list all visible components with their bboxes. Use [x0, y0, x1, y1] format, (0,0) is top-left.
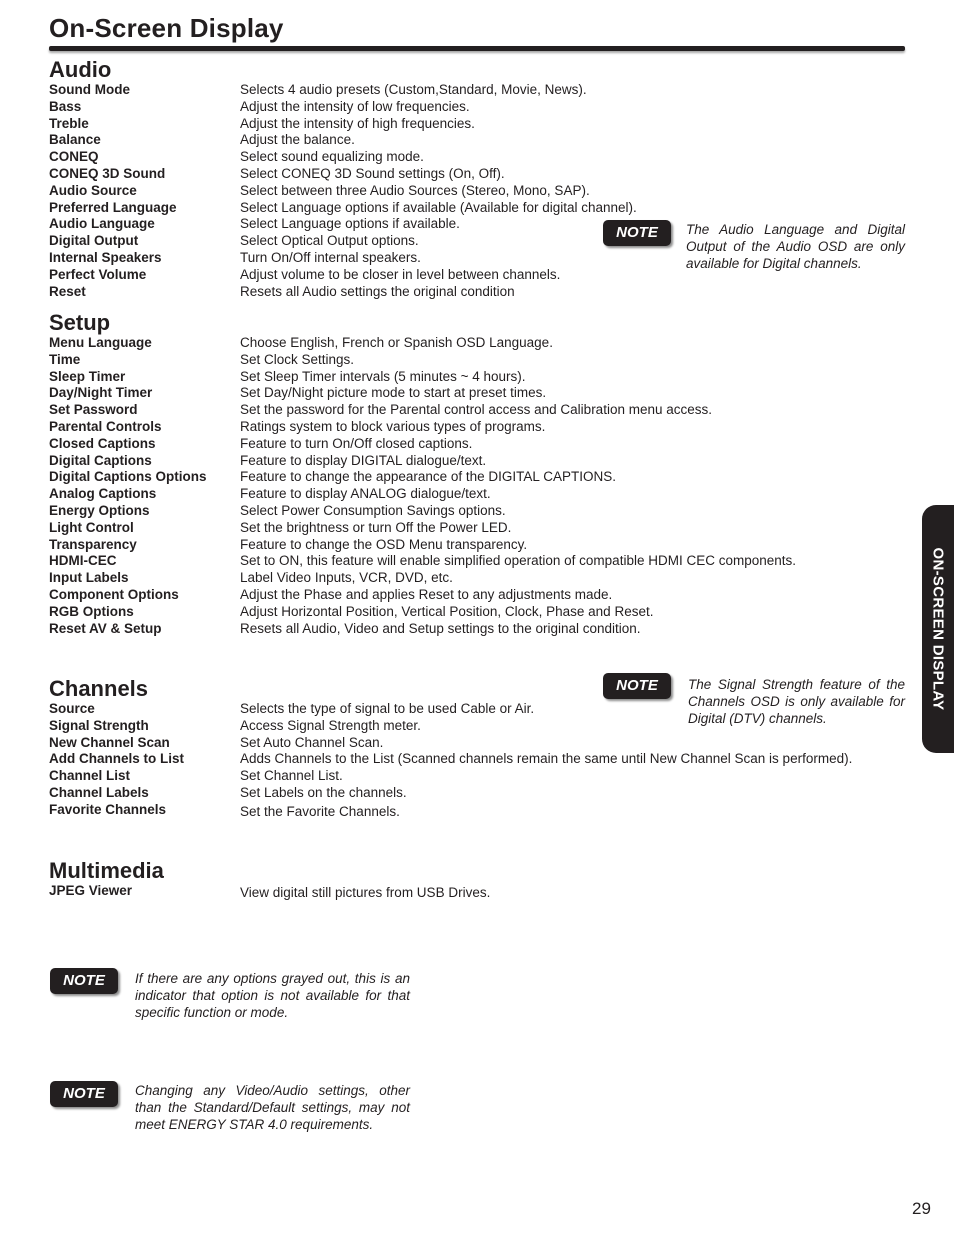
- item-term: Digital Captions: [49, 452, 152, 468]
- setup-heading: Setup: [49, 310, 111, 335]
- item-term: Bass: [49, 98, 82, 114]
- item-term: Treble: [49, 115, 89, 131]
- item-term: Analog Captions: [49, 486, 157, 502]
- item-desc: Feature to display ANALOG dialogue/text.: [240, 486, 491, 502]
- item-desc: Set Clock Settings.: [240, 351, 355, 367]
- item-term: Set Password: [49, 402, 138, 418]
- multimedia-heading: Multimedia: [49, 858, 164, 883]
- item-desc: Adjust volume to be closer in level between channels.: [240, 266, 561, 282]
- item-term: Channel List: [49, 768, 131, 784]
- item-desc: Resets all Audio, Video and Setup settings to the original condition.: [240, 620, 641, 636]
- item-term: Channel Labels: [49, 784, 149, 800]
- item-desc: Adjust the Phase and applies Reset to any adjustments made.: [240, 586, 613, 602]
- item-desc: Select Power Consumption Savings options.: [240, 502, 506, 518]
- item-desc: Turn On/Off internal speakers.: [240, 249, 421, 265]
- page-title: On-Screen Display: [49, 13, 284, 43]
- page-number: 29: [912, 1199, 931, 1218]
- item-term: Audio Source: [49, 182, 137, 198]
- item-desc: Set Day/Night picture mode to start at preset times.: [240, 385, 547, 401]
- item-term: Digital Output: [49, 233, 139, 249]
- item-term: Sleep Timer: [49, 368, 126, 384]
- item-desc: Adjust Horizontal Position, Vertical Position, Clock, Phase and Reset.: [240, 603, 654, 619]
- item-desc: Choose English, French or Spanish OSD Language.: [240, 335, 553, 350]
- grayed-options-note-text: If there are any options grayed out, this is an indicator that option is not available for that specific function or mode.: [135, 971, 410, 1020]
- item-term: Favorite Channels: [49, 801, 167, 817]
- item-desc: Feature to change the OSD Menu transparency.: [240, 536, 528, 552]
- item-term: Component Options: [49, 586, 179, 602]
- item-term: Source: [49, 701, 95, 716]
- item-desc: Label Video Inputs, VCR, DVD, etc.: [240, 570, 453, 586]
- item-desc: Adjust the intensity of low frequencies.: [240, 98, 470, 114]
- item-desc: Select between three Audio Sources (Stereo, Mono, SAP).: [240, 182, 590, 198]
- item-term: HDMI-CEC: [49, 553, 117, 569]
- item-term: Reset AV & Setup: [49, 620, 162, 636]
- item-term: Menu Language: [49, 335, 152, 350]
- item-term: Preferred Language: [49, 199, 177, 215]
- item-term: Energy Options: [49, 502, 150, 518]
- item-term: CONEQ 3D Sound: [49, 165, 166, 181]
- item-term: Light Control: [49, 519, 134, 535]
- item-term: Sound Mode: [49, 82, 130, 97]
- item-term: Add Channels to List: [49, 751, 184, 767]
- item-term: Digital Captions Options: [49, 469, 207, 485]
- channels-note-text: The Signal Strength feature of the Channels OSD is only available for Digital (DTV) channels.: [688, 677, 905, 726]
- side-tab-label: ON-SCREEN DISPLAY: [929, 547, 947, 711]
- item-term: Reset: [49, 283, 86, 299]
- item-desc: Adjust the balance.: [240, 132, 355, 148]
- item-term: Day/Night Timer: [49, 385, 153, 401]
- item-desc: Select CONEQ 3D Sound settings (On, Off).: [240, 165, 505, 181]
- note-badge: NOTE: [50, 968, 118, 994]
- item-desc: Selects the type of signal to be used Cable or Air.: [240, 701, 535, 716]
- item-term: Transparency: [49, 536, 137, 552]
- item-desc: Feature to turn On/Off closed captions.: [240, 435, 473, 451]
- audio-heading: Audio: [49, 57, 112, 82]
- item-desc: Adds Channels to the List (Scanned channels remain the same until New Channel Scan is performed).: [240, 751, 853, 767]
- energy-star-note-text: Changing any Video/Audio settings, other than the Standard/Default settings, may not meet ENERGY STAR 4.0 requirements.: [135, 1083, 410, 1132]
- item-desc: Set the Favorite Channels.: [240, 803, 400, 819]
- note-badge: NOTE: [603, 673, 671, 699]
- item-term: Parental Controls: [49, 418, 162, 434]
- item-desc: Set the password for the Parental control access and Calibration menu access.: [240, 402, 712, 418]
- item-desc: Set Sleep Timer intervals (5 minutes ~ 4 hours).: [240, 368, 526, 384]
- item-desc: Set the brightness or turn Off the Power LED.: [240, 519, 512, 535]
- item-desc: Select Language options if available.: [240, 216, 460, 232]
- title-rule: [49, 46, 905, 51]
- item-term: Input Labels: [49, 570, 129, 586]
- item-desc: Resets all Audio settings the original condition: [240, 283, 515, 299]
- item-term: RGB Options: [49, 603, 134, 619]
- note-badge: NOTE: [50, 1081, 118, 1107]
- item-desc: Select Language options if available (Available for digital channel).: [240, 199, 637, 215]
- item-term: JPEG Viewer: [49, 883, 133, 898]
- item-desc: View digital still pictures from USB Drives.: [240, 885, 491, 900]
- item-term: Time: [49, 351, 81, 367]
- item-term: Perfect Volume: [49, 266, 147, 282]
- item-term: Balance: [49, 132, 101, 148]
- item-desc: Adjust the intensity of high frequencies.: [240, 115, 475, 131]
- item-desc: Selects 4 audio presets (Custom,Standard, Movie, News).: [240, 82, 587, 97]
- item-desc: Set Auto Channel Scan.: [240, 734, 384, 750]
- item-desc: Access Signal Strength meter.: [240, 717, 421, 733]
- item-desc: Feature to change the appearance of the DIGITAL CAPTIONS.: [240, 469, 616, 485]
- item-term: Signal Strength: [49, 717, 149, 733]
- note-badge: NOTE: [603, 220, 671, 246]
- item-term: Closed Captions: [49, 435, 156, 451]
- item-desc: Select sound equalizing mode.: [240, 149, 424, 165]
- item-term: Audio Language: [49, 216, 155, 232]
- item-desc: Select Optical Output options.: [240, 233, 419, 249]
- audio-note-text: The Audio Language and Digital Output of the Audio OSD are only available for Digital channels.: [686, 222, 905, 271]
- item-desc: Feature to display DIGITAL dialogue/text.: [240, 452, 487, 468]
- item-term: Internal Speakers: [49, 249, 162, 265]
- item-term: New Channel Scan: [49, 734, 170, 750]
- item-desc: Ratings system to block various types of programs.: [240, 418, 546, 434]
- channels-heading: Channels: [49, 676, 149, 701]
- item-desc: Set Channel List.: [240, 768, 343, 784]
- item-term: CONEQ: [49, 149, 99, 165]
- item-desc: Set Labels on the channels.: [240, 784, 407, 800]
- item-desc: Set to ON, this feature will enable simplified operation of compatible HDMI CEC components.: [240, 553, 797, 569]
